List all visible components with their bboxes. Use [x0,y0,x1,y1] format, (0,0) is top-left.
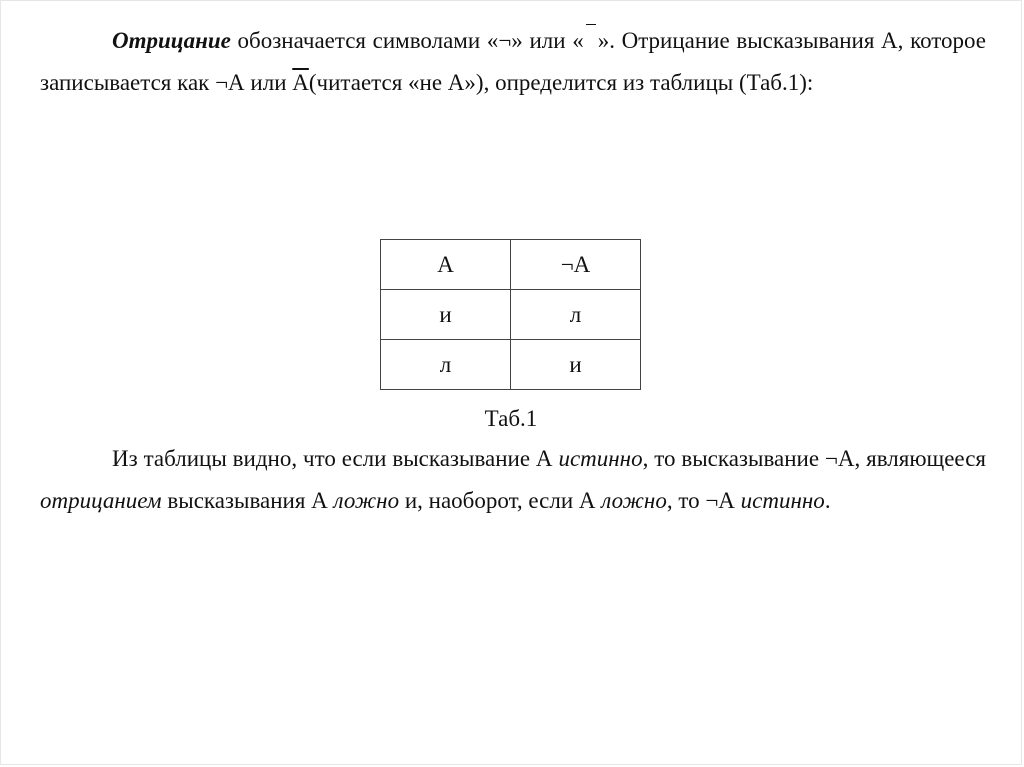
table-row [381,340,641,390]
header-cell-a: А [381,240,511,290]
text-segment: и, наоборот, если А [399,488,602,513]
italic-true: истинно [558,446,643,471]
overline-symbol [584,30,598,48]
text-segment: Из таблицы видно, что если высказывание А [112,446,559,471]
negation-paragraph [40,20,986,104]
italic-true: истинно [740,488,825,513]
table-cell: л [381,340,511,390]
text-segment: обозначается символами «¬» или « [230,28,584,53]
italic-false: ложно [333,488,400,513]
header-cell-not-a: ¬А [511,240,641,290]
table-header-row [381,240,641,290]
text-segment: , то высказывание ¬А, являющееся [642,446,986,471]
text-segment: (читается «не А»), определится из таблицы (Таб.1): [308,70,814,95]
italic-false: ложно [601,488,667,513]
truth-table [380,239,641,390]
text-segment: ». Отрицание высказывания А, которое записывается как ¬А или [40,28,987,95]
overline-variable: А [292,70,309,95]
table-caption: Таб.1 [484,406,538,431]
text-segment: высказывания А [161,488,334,513]
table-cell: и [381,290,511,340]
text-segment: , то ¬А [666,488,741,513]
conclusion-paragraph [40,438,986,522]
italic-negation: отрицанием [40,488,162,513]
table-cell: и [511,340,641,390]
table-cell: л [511,290,641,340]
text-segment: . [824,488,831,513]
term-negation: Отрицание [112,28,231,53]
table-row [381,290,641,340]
